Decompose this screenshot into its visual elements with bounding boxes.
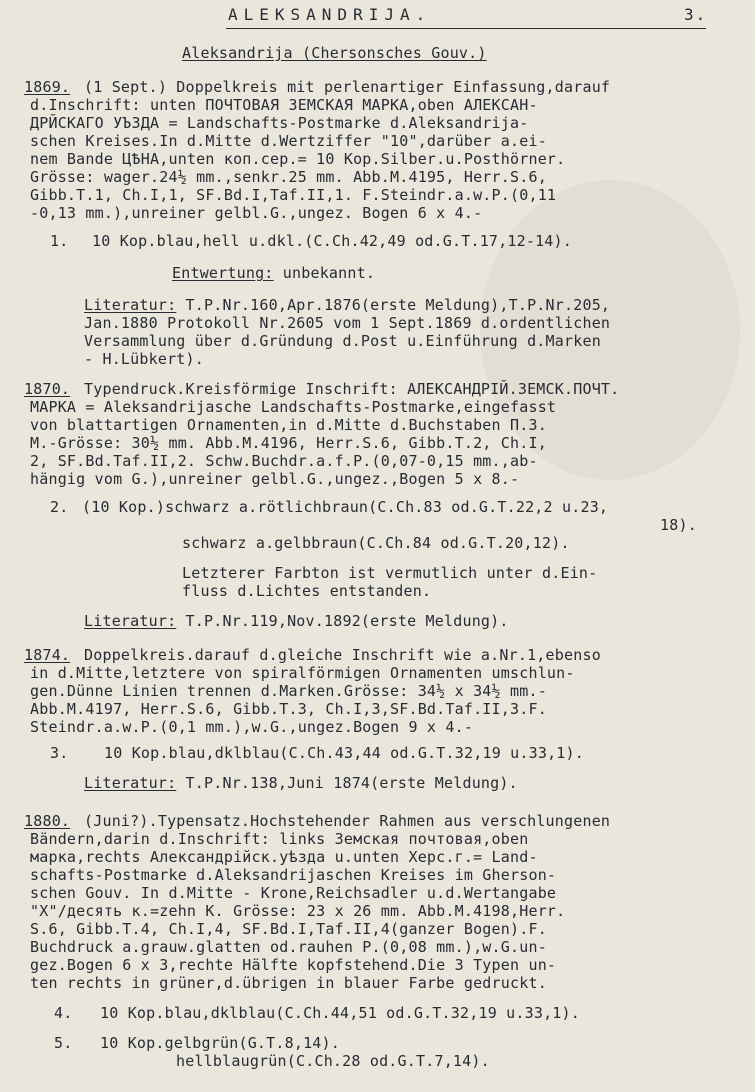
item-number: 2. bbox=[50, 498, 69, 516]
item-text: 10 Kop.blau,dklblau(C.Ch.44,51 od.G.T.32,19 u.33,1). bbox=[100, 1004, 580, 1022]
entry-year: 1869. bbox=[24, 78, 71, 96]
entry-line: M.-Grösse: 30½ mm. Abb.M.4196, Herr.S.6, Gibb.T.2, Ch.I, bbox=[30, 434, 547, 452]
item-text-continuation: 18). bbox=[660, 516, 697, 534]
entry-line: in d.Mitte,letztere von spiralförmigen Ornamenten umschlun- bbox=[30, 664, 575, 682]
item-note: Letzterer Farbton ist vermutlich unter d.Ein- bbox=[182, 564, 598, 582]
entry-line: марка,rechts Александрiйск.уѣзда u.unten Херс.г.= Land- bbox=[30, 848, 538, 866]
literatur-line bbox=[84, 774, 518, 792]
literatur-label: Literatur: bbox=[84, 296, 177, 314]
entry-line: gen.Dünne Linien trennen d.Marken.Grösse: 34½ x 34½ mm.- bbox=[30, 682, 547, 700]
entry-line: Bändern,darin d.Inschrift: links Земская почтовая,oben bbox=[30, 830, 529, 848]
entry-line: Grösse: wager.24½ mm.,senkr.25 mm. Abb.M.4195, Herr.S.6, bbox=[30, 168, 547, 186]
entry-line: hängig vom G.),unreiner gelbl.G.,ungez.,Bogen 5 x 8.- bbox=[30, 470, 520, 488]
entry-line: Typendruck.Kreisförmige Inschrift: АЛЕКСАНДРIЙ.ЗЕМСК.ПОЧТ. bbox=[84, 380, 620, 398]
entry-line: ten rechts in grüner,d.übrigen in blauer Farbe gedruckt. bbox=[30, 974, 547, 992]
literatur-text: T.P.Nr.138,Juni 1874(erste Meldung). bbox=[176, 774, 518, 792]
item-text: 10 Kop.blau,dklblau(C.Ch.43,44 od.G.T.32,19 u.33,1). bbox=[104, 744, 584, 762]
entry-line: gez.Bogen 6 x 3,rechte Hälfte kopfstehend.Die 3 Typen un- bbox=[30, 956, 557, 974]
entry-year: 1870. bbox=[24, 380, 71, 398]
item-number: 1. bbox=[50, 232, 69, 250]
entry-line: Gibb.T.1, Ch.I,1, SF.Bd.I,Taf.II,1. F.Steindr.a.w.P.(0,11 bbox=[30, 186, 557, 204]
literatur-label: Literatur: bbox=[84, 774, 177, 792]
header-rule bbox=[226, 28, 706, 29]
literatur-line: Jan.1880 Protokoll Nr.2605 vom 1 Sept.1869 d.ordentlichen bbox=[84, 314, 611, 332]
entry-line: Doppelkreis.darauf d.gleiche Inschrift wie a.Nr.1,ebenso bbox=[84, 646, 601, 664]
section-title: Aleksandrija (Chersonsches Gouv.) bbox=[182, 44, 487, 62]
entry-year: 1874. bbox=[24, 646, 71, 664]
item-subline: schwarz a.gelbbraun(C.Ch.84 od.G.T.20,12). bbox=[182, 534, 570, 552]
literatur-text: T.P.Nr.119,Nov.1892(erste Meldung). bbox=[176, 612, 509, 630]
literatur-line: - H.Lübkert). bbox=[84, 350, 204, 368]
entry-line: (1 Sept.) Doppelkreis mit perlenartiger Einfassung,darauf bbox=[84, 78, 611, 96]
entry-year: 1880. bbox=[24, 812, 71, 830]
page-number: 3. bbox=[684, 5, 708, 24]
entry-line: schen Kreises.In d.Mitte d.Wertziffer "10",darüber a.ei- bbox=[30, 132, 547, 150]
entry-line: schafts-Postmarke d.Aleksandrijaschen Kreises im Gherson- bbox=[30, 866, 557, 884]
item-number: 4. bbox=[54, 1004, 73, 1022]
entry-line: S.6, Gibb.T.4, Ch.I,4, SF.Bd.I,Taf.II,4(ganzer Bogen).F. bbox=[30, 920, 547, 938]
item-text: 10 Kop.blau,hell u.dkl.(C.Ch.42,49 od.G.T.17,12-14). bbox=[92, 232, 572, 250]
entwertung-label: Entwertung: bbox=[172, 264, 274, 282]
entry-line: МАРКА = Aleksandrijasche Landschafts-Postmarke,eingefasst bbox=[30, 398, 557, 416]
entry-line: ДРЙСКАГО УЪЗДА = Landschafts-Postmarke d.Aleksandrija- bbox=[30, 114, 529, 132]
item-text: (10 Kop.)schwarz a.rötlichbraun(C.Ch.83 od.G.T.22,2 u.23, bbox=[82, 498, 609, 516]
literatur-line: Versammlung über d.Gründung d.Post u.Einführung d.Marken bbox=[84, 332, 601, 350]
item-text: 10 Kop.gelbgrün(G.T.8,14). bbox=[100, 1034, 340, 1052]
entry-line: Abb.M.4197, Herr.S.6, Gibb.T.3, Ch.I,3,SF.Bd.Taf.II,3.F. bbox=[30, 700, 547, 718]
entry-line: (Juni?).Typensatz.Hochstehender Rahmen aus verschlungenen bbox=[84, 812, 611, 830]
entry-line: "X"/десять к.=zehn K. Grösse: 23 x 26 mm. Abb.M.4198,Herr. bbox=[30, 902, 566, 920]
entry-line: Buchdruck a.grauw.glatten od.rauhen P.(0,08 mm.),w.G.un- bbox=[30, 938, 547, 956]
literatur-line bbox=[84, 612, 509, 630]
entry-line: von blattartigen Ornamenten,in d.Mitte d.Buchstaben П.З. bbox=[30, 416, 547, 434]
item-text-continuation: hellblaugrün(C.Ch.28 od.G.T.7,14). bbox=[176, 1052, 490, 1070]
literatur-label: Literatur: bbox=[84, 612, 177, 630]
entry-line: Steindr.a.w.P.(0,1 mm.),w.G.,ungez.Bogen 9 x 4.- bbox=[30, 718, 474, 736]
entry-line: 2, SF.Bd.Taf.II,2. Schw.Buchdr.a.f.P.(0,07-0,15 mm.,ab- bbox=[30, 452, 538, 470]
entry-line: d.Inschrift: unten ПОЧТОВАЯ ЗЕМСКАЯ МАРКА,oben АЛЕКСАН- bbox=[30, 96, 538, 114]
entry-line: -0,13 mm.),unreiner gelbl.G.,ungez. Bogen 6 x 4.- bbox=[30, 204, 483, 222]
item-number: 3. bbox=[50, 744, 69, 762]
entry-line: nem Bande ЦѢНА,unten коп.сер.= 10 Kop.Silber.u.Posthörner. bbox=[30, 150, 566, 168]
entwertung-line bbox=[172, 264, 375, 282]
item-note: fluss d.Lichtes entstanden. bbox=[182, 582, 432, 600]
literatur-text: T.P.Nr.160,Apr.1876(erste Meldung),T.P.Nr.205, bbox=[176, 296, 611, 314]
entry-line: schen Gouv. In d.Mitte - Krone,Reichsadler u.d.Wertangabe bbox=[30, 884, 557, 902]
entwertung-text: unbekannt. bbox=[273, 264, 376, 282]
page-header-title: ALEKSANDRIJA. bbox=[228, 5, 432, 24]
item-number: 5. bbox=[54, 1034, 73, 1052]
literatur-line bbox=[84, 296, 610, 314]
